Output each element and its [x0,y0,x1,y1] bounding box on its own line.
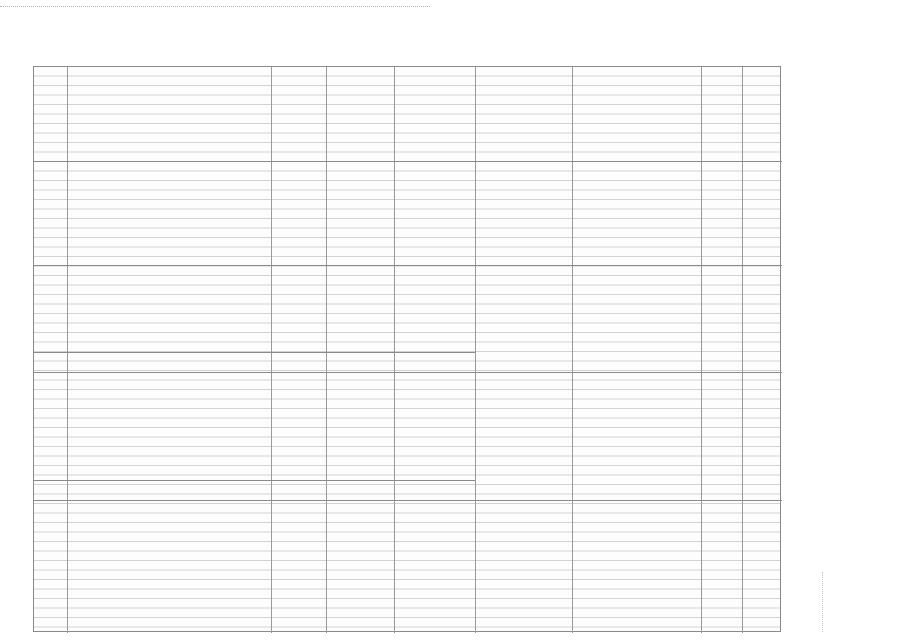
column-divider [475,67,476,633]
section-divider [34,265,782,266]
column-divider [326,67,327,633]
scanned-table-page [33,66,781,632]
column-divider [572,67,573,633]
column-divider [271,67,272,633]
section-divider [34,161,782,162]
column-divider [394,67,395,633]
margin-mark [822,572,823,632]
scan-top-edge [0,6,430,7]
column-divider [701,67,702,633]
table-grid [33,66,781,632]
column-divider [67,67,68,633]
section-divider [34,480,475,481]
column-divider [742,67,743,633]
section-divider [34,500,782,501]
section-divider [34,352,475,353]
section-divider [34,372,782,373]
